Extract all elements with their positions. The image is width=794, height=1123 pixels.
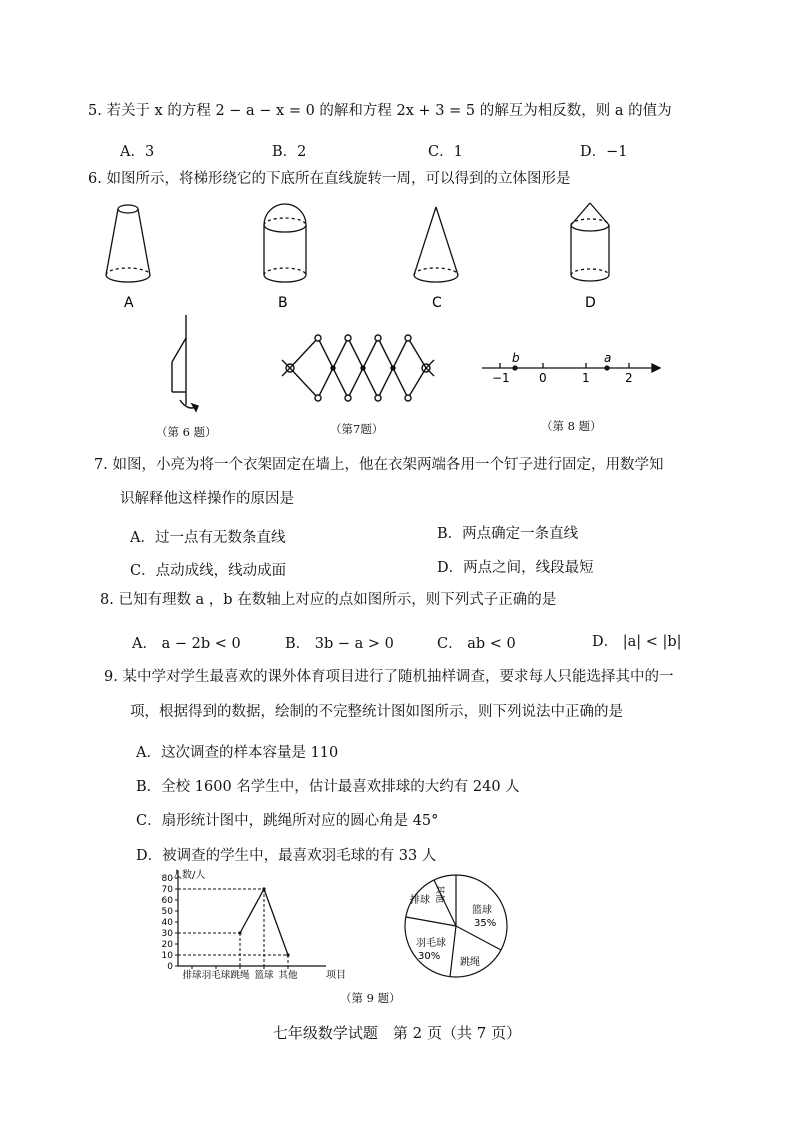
q8-option-b[interactable]: B． 3b − a > 0 bbox=[285, 636, 394, 652]
pie-label-volleyball: 排球 bbox=[410, 895, 430, 906]
q9-stem-line2: 项，根据得到的数据，绘制的不完整统计图如图所示，则下列说法中正确的是 bbox=[130, 704, 623, 720]
y-tick-label: 40 bbox=[161, 918, 173, 928]
q8-option-d[interactable]: D． |a| < |b| bbox=[592, 634, 682, 650]
q5-option-c[interactable]: C．1 bbox=[428, 144, 463, 160]
point-a-label: a bbox=[604, 351, 612, 365]
point-b-label: b bbox=[512, 351, 520, 365]
y-tick-label: 30 bbox=[161, 929, 173, 939]
pie-percent-basketball: 35% bbox=[474, 918, 497, 929]
tick-label-2: 2 bbox=[625, 371, 633, 385]
q6-stem: 6. 如图所示，将梯形绕它的下底所在直线旋转一周，可以得到的立体图形是 bbox=[88, 171, 571, 187]
line-chart-ylabel: 人数/人 bbox=[172, 870, 206, 881]
solid-d-label: D bbox=[585, 295, 596, 311]
solid-a-label: A bbox=[124, 295, 134, 311]
tick-label-0: 0 bbox=[539, 371, 547, 385]
q7-stem-line1: 7. 如图，小亮为将一个衣架固定在墙上，他在衣架两端各用一个钉子进行固定，用数学知 bbox=[94, 457, 664, 473]
y-tick-label: 20 bbox=[161, 940, 173, 950]
solid-b-label: B bbox=[278, 295, 288, 311]
x-category-label: 羽毛球 bbox=[201, 970, 231, 981]
x-category-label: 其他 bbox=[278, 970, 298, 981]
y-tick-label: 70 bbox=[161, 885, 173, 895]
solid-d-cone-cylinder bbox=[571, 203, 609, 281]
pie-label-jumprope: 跳绳 bbox=[460, 957, 480, 968]
q5-stem: 5. 若关于 x 的方程 2 − a − x = 0 的解和方程 2x + 3 = 5 的解互为相反数，则 a 的值为 bbox=[88, 103, 672, 119]
q9-line-chart bbox=[150, 866, 360, 988]
data-point bbox=[286, 953, 289, 956]
x-category-label: 排球 bbox=[182, 970, 202, 981]
q7-option-a[interactable]: A．过一点有无数条直线 bbox=[130, 530, 286, 546]
y-tick-label: 50 bbox=[161, 907, 173, 917]
tick-label-1: 1 bbox=[582, 371, 590, 385]
q7-option-c[interactable]: C．点动成线，线动成面 bbox=[130, 563, 287, 579]
q7-option-d[interactable]: D．两点之间，线段最短 bbox=[437, 560, 594, 576]
pie-label-basketball: 篮球 bbox=[472, 905, 492, 916]
pie-divider-basketball-jumprope bbox=[456, 926, 501, 950]
q9-option-c[interactable]: C．扇形统计图中，跳绳所对应的圆心角是 45° bbox=[136, 813, 439, 829]
fig6-trapezoid bbox=[172, 315, 198, 411]
q9-option-d[interactable]: D．被调查的学生中，最喜欢羽毛球的有 33 人 bbox=[136, 848, 437, 864]
q8-stem: 8. 已知有理数 a ，b 在数轴上对应的点如图所示，则下列式子正确的是 bbox=[100, 592, 557, 608]
solid-a-frustum bbox=[106, 205, 150, 282]
fig7-caption: （第7题） bbox=[330, 422, 384, 436]
q9-stem-line1: 9. 某中学对学生最喜欢的课外体育项目进行了随机抽样调查，要求每人只能选择其中的一 bbox=[104, 669, 674, 685]
pie-label-other: 其他 bbox=[434, 885, 444, 904]
y-tick-label: 80 bbox=[161, 874, 173, 884]
x-category-label: 篮球 bbox=[254, 970, 274, 981]
pie-label-badminton: 羽毛球 bbox=[416, 938, 446, 949]
q7-option-b[interactable]: B．两点确定一条直线 bbox=[437, 526, 579, 542]
x-category-label: 跳绳 bbox=[230, 970, 250, 981]
y-tick-label: 0 bbox=[167, 962, 173, 972]
q8-option-a[interactable]: A． a − 2b < 0 bbox=[132, 636, 241, 652]
q9-pie-chart bbox=[396, 873, 526, 983]
pie-divider-jumprope-badminton bbox=[450, 926, 456, 977]
fig9-caption: （第 9 题） bbox=[340, 991, 401, 1005]
solid-b-cylinder-hemisphere bbox=[264, 204, 306, 282]
q5-option-d[interactable]: D．−1 bbox=[580, 144, 628, 160]
y-tick-label: 10 bbox=[161, 951, 173, 961]
q9-option-b[interactable]: B．全校 1600 名学生中，估计最喜欢排球的大约有 240 人 bbox=[136, 779, 520, 795]
q9-option-a[interactable]: A．这次调查的样本容量是 110 bbox=[136, 745, 339, 761]
fig8-caption: （第 8 题） bbox=[541, 419, 602, 433]
page-footer: 七年级数学试题 第 2 页（共 7 页） bbox=[272, 1024, 522, 1042]
solid-c-cone bbox=[414, 207, 458, 282]
tick-label-neg1: −1 bbox=[492, 371, 510, 385]
data-point bbox=[262, 887, 265, 890]
solid-c-label: C bbox=[432, 295, 442, 311]
q5-option-b[interactable]: B．2 bbox=[272, 144, 307, 160]
fig7-hanger bbox=[282, 335, 434, 401]
q7-stem-line2: 识解释他这样操作的原因是 bbox=[120, 491, 294, 507]
figures-row bbox=[0, 310, 794, 420]
pie-percent-badminton: 30% bbox=[418, 951, 441, 962]
line-chart-xlabel: 项目 bbox=[326, 970, 346, 981]
q8-option-c[interactable]: C． ab < 0 bbox=[437, 636, 516, 652]
q5-option-a[interactable]: A．3 bbox=[120, 144, 155, 160]
q6-solids-figure bbox=[0, 195, 794, 315]
data-point bbox=[238, 931, 241, 934]
pie-divider-badminton-volleyball bbox=[406, 917, 456, 926]
fig6-caption: （第 6 题） bbox=[156, 425, 217, 439]
y-tick-label: 60 bbox=[161, 896, 173, 906]
